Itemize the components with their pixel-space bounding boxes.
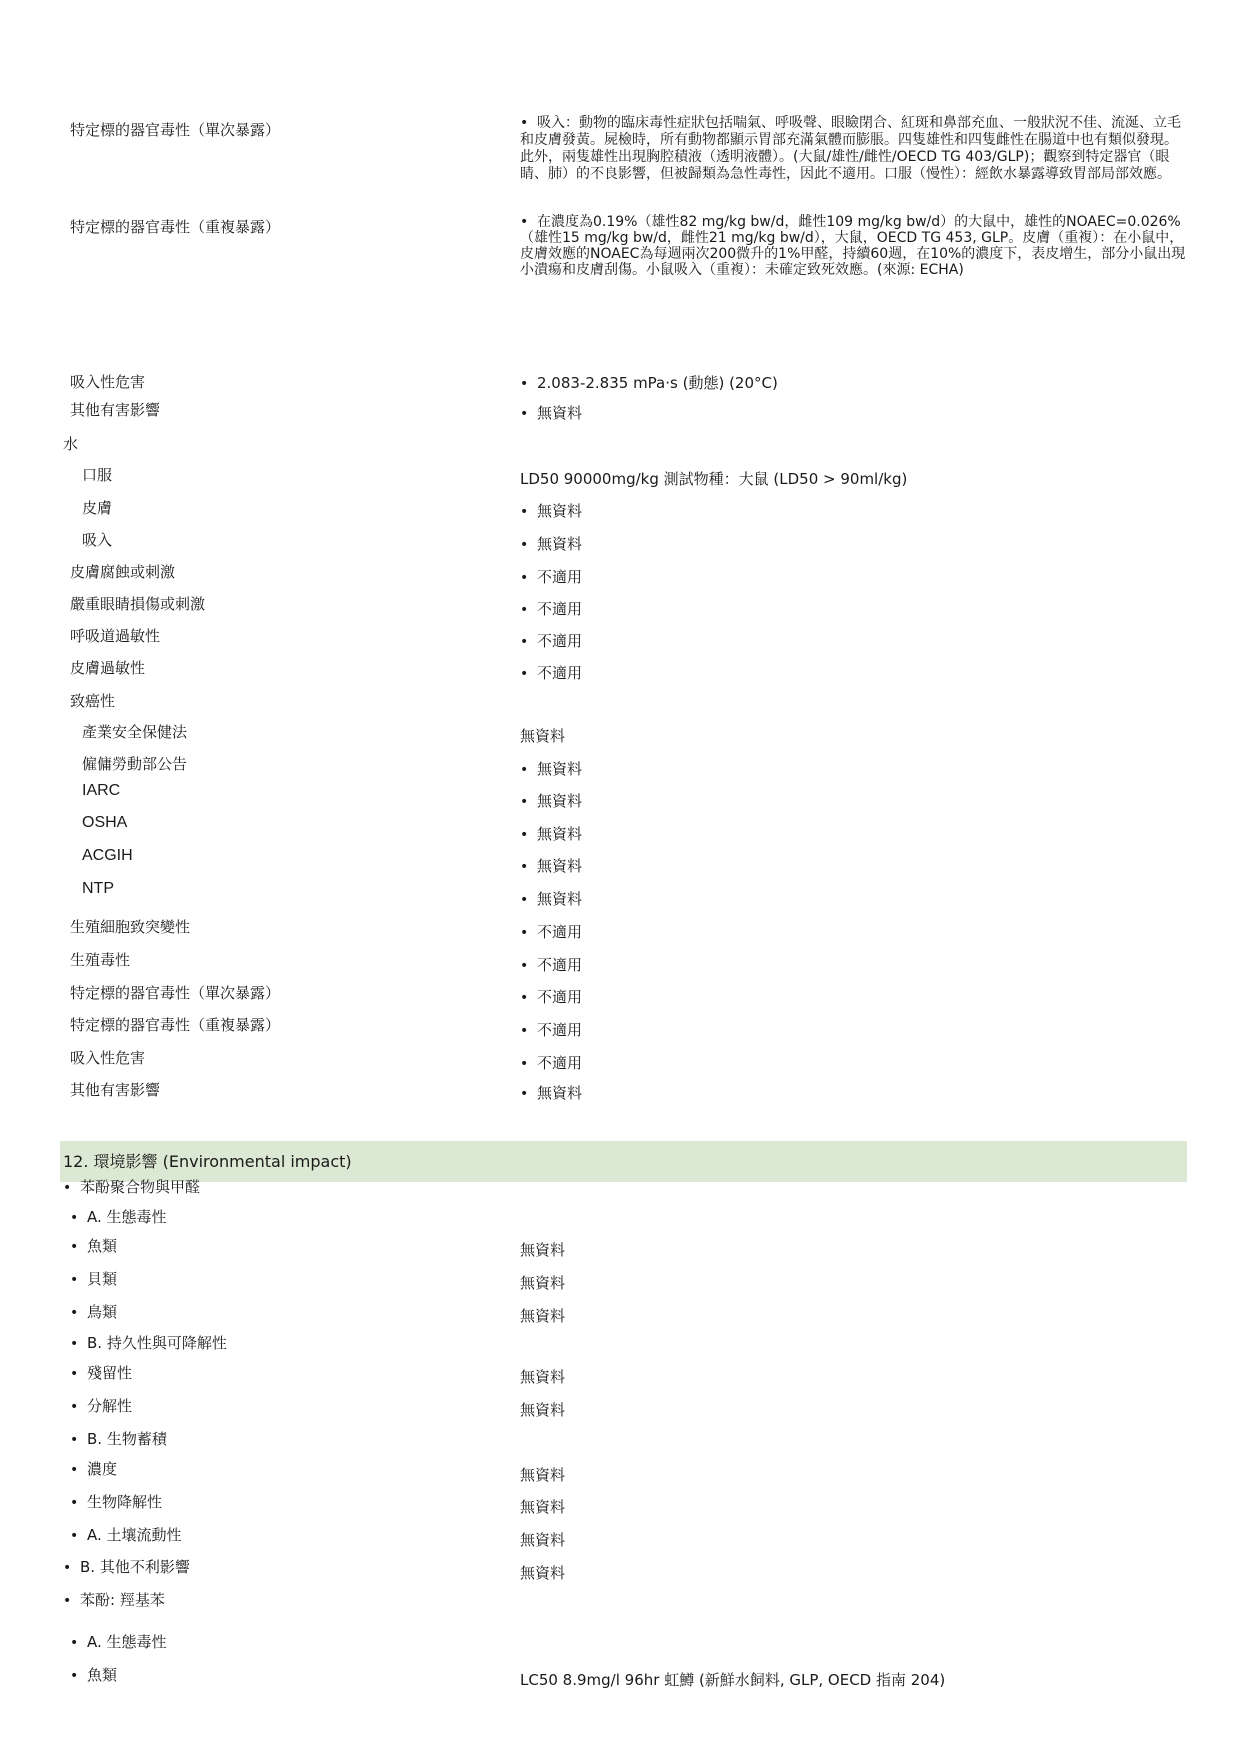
skin-sensitization-label: 皮膚過敏性 xyxy=(70,659,146,677)
decomposition-value: 無資料 xyxy=(520,1401,566,1419)
phenol-formaldehyde-heading: • 苯酚聚合物與甲醛 xyxy=(63,1178,200,1198)
inhalation-value: • 無資料 xyxy=(520,535,582,555)
dermal-value: • 無資料 xyxy=(520,502,582,522)
phenol-heading: • 苯酚: 羥基苯 xyxy=(63,1591,165,1611)
stot-single-text xyxy=(520,115,1188,183)
osh-act-value: 無資料 xyxy=(520,727,566,745)
osha-value: • 無資料 xyxy=(520,825,582,845)
iarc-label: IARC xyxy=(82,782,121,799)
decomposition-label: • 分解性 xyxy=(70,1397,132,1417)
aspiration-water-label: 吸入性危害 xyxy=(70,1049,146,1067)
fish-value: 無資料 xyxy=(520,1241,566,1259)
other-effects-water-label: 其他有害影響 xyxy=(70,1081,161,1099)
stot-repeat-water-value: • 不適用 xyxy=(520,1021,582,1041)
germ-cell-value: • 不適用 xyxy=(520,923,582,943)
ntp-label: NTP xyxy=(82,880,114,897)
ecotoxicity-heading-2: • A. 生態毒性 xyxy=(70,1633,167,1653)
stot-repeat-paragraph: • 在濃度為0.19%（雄性82 mg/kg bw/d，雌性109 mg/kg bw/d）的大鼠中，雄性的NOAEC=0.026%（雄性15 mg/kg bw/d，雌性21 mg/kg bw/d），大鼠，OECD TG 453, GLP。皮膚（重複）：在小鼠中，皮膚效應的NOAEC為每週兩次200微升的1%甲醛，持續60週，在10%的濃度下，表皮增生，部分小鼠出現小潰瘍和皮膚刮傷。小鼠吸入（重複）：未確定致死效應。(來源: ECHA) xyxy=(520,214,1188,278)
skin-corrosion-value: • 不適用 xyxy=(520,568,582,588)
other-effects-label: 其他有害影響 xyxy=(70,401,161,419)
acgih-label: ACGIH xyxy=(82,847,133,864)
inhalation-label: 吸入 xyxy=(82,531,113,549)
ntp-value: • 無資料 xyxy=(520,890,582,910)
fish-label: • 魚類 xyxy=(70,1237,117,1257)
aspiration-hazard-label: 吸入性危害 xyxy=(70,373,146,391)
shellfish-label: • 貝類 xyxy=(70,1270,117,1290)
respiratory-sensitization-value: • 不適用 xyxy=(520,632,582,652)
stot-repeat-water-label: 特定標的器官毒性（重複暴露） xyxy=(70,1016,281,1034)
stot-single-paragraph: • 吸入：動物的臨床毒性症狀包括喘氣、呼吸聲、眼瞼閉合、紅斑和鼻部充血、一般狀況不佳、流涎、立毛和皮膚發黃。屍檢時，所有動物都顯示胃部充滿氣體而膨脹。四隻雄性和四隻雌性在腸道中也有類似發現。此外，兩隻雄性出現胸腔積液（透明液體）。(大鼠/雄性/雌性/OECD TG 403/GLP)；觀察到特定器官（眼睛、肺）的不良影響，但被歸類為急性毒性，因此不適用。口服（慢性）：經飲水暴露導致胃部局部效應。 xyxy=(520,115,1188,183)
osh-act-label: 產業安全保健法 xyxy=(82,723,188,741)
eye-damage-value: • 不適用 xyxy=(520,600,582,620)
acgih-value: • 無資料 xyxy=(520,857,582,877)
soil-mobility-label: • A. 土壤流動性 xyxy=(70,1526,182,1546)
dermal-label: 皮膚 xyxy=(82,499,113,517)
biodegradability-value: 無資料 xyxy=(520,1498,566,1516)
other-adverse-label: • B. 其他不利影響 xyxy=(63,1558,190,1578)
concentration-value: 無資料 xyxy=(520,1466,566,1484)
concentration-label: • 濃度 xyxy=(70,1460,117,1480)
ecotoxicity-heading: • A. 生態毒性 xyxy=(70,1208,167,1228)
soil-mobility-value: 無資料 xyxy=(520,1531,566,1549)
birds-value: 無資料 xyxy=(520,1307,566,1325)
oral-label: 口服 xyxy=(82,466,113,484)
bioaccumulation-heading: • B. 生物蓄積 xyxy=(70,1430,167,1450)
aspiration-water-value: • 不適用 xyxy=(520,1054,582,1074)
residual-label: • 殘留性 xyxy=(70,1364,132,1384)
stot-repeat-text xyxy=(520,214,1188,278)
labor-ministry-label: 僱傭勞動部公告 xyxy=(82,755,188,773)
fish-label-2: • 魚類 xyxy=(70,1666,117,1686)
osha-label: OSHA xyxy=(82,814,128,831)
stot-repeat-label: 特定標的器官毒性（重複暴露） xyxy=(70,218,281,236)
reproductive-toxicity-value: • 不適用 xyxy=(520,956,582,976)
germ-cell-label: 生殖細胞致突變性 xyxy=(70,918,191,936)
section-12-title: 12. 環境影響 (Environmental impact) xyxy=(63,1152,352,1171)
respiratory-sensitization-label: 呼吸道過敏性 xyxy=(70,627,161,645)
water-heading: 水 xyxy=(63,435,79,453)
stot-single-water-label: 特定標的器官毒性（單次暴露） xyxy=(70,984,281,1002)
aspiration-hazard-value: • 2.083-2.835 mPa·s (動態) (20°C) xyxy=(520,374,778,394)
other-adverse-value: 無資料 xyxy=(520,1564,566,1582)
stot-single-water-value: • 不適用 xyxy=(520,988,582,1008)
birds-label: • 鳥類 xyxy=(70,1303,117,1323)
stot-single-label: 特定標的器官毒性（單次暴露） xyxy=(70,121,281,139)
reproductive-toxicity-label: 生殖毒性 xyxy=(70,951,131,969)
biodegradability-label: • 生物降解性 xyxy=(70,1493,162,1513)
skin-corrosion-label: 皮膚腐蝕或刺激 xyxy=(70,563,176,581)
other-effects-value: • 無資料 xyxy=(520,404,582,424)
shellfish-value: 無資料 xyxy=(520,1274,566,1292)
labor-ministry-value: • 無資料 xyxy=(520,760,582,780)
carcinogenicity-label: 致癌性 xyxy=(70,692,116,710)
oral-value: LD50 90000mg/kg 測試物種：大鼠 (LD50 > 90ml/kg) xyxy=(520,470,908,488)
fish-value-2: LC50 8.9mg/l 96hr 虹鱒 (新鮮水飼料, GLP, OECD 指南 204) xyxy=(520,1671,946,1689)
persistence-heading: • B. 持久性與可降解性 xyxy=(70,1334,227,1354)
eye-damage-label: 嚴重眼睛損傷或刺激 xyxy=(70,595,206,613)
other-effects-water-value: • 無資料 xyxy=(520,1084,582,1104)
skin-sensitization-value: • 不適用 xyxy=(520,664,582,684)
residual-value: 無資料 xyxy=(520,1368,566,1386)
iarc-value: • 無資料 xyxy=(520,792,582,812)
